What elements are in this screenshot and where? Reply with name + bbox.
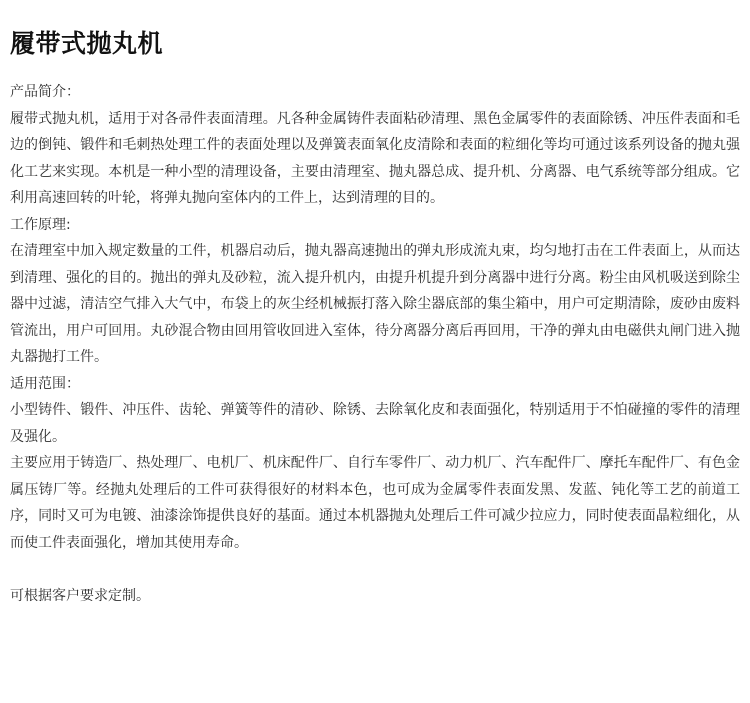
page-title: 履带式抛丸机	[10, 29, 164, 58]
intro-label: 产品简介：	[10, 84, 80, 100]
blank-line	[10, 556, 740, 583]
custom-note: 可根据客户要求定制。	[10, 587, 150, 604]
intro-text: 履带式抛丸机，适用于对各帚件表面清理。凡各种金属铸件表面粘砂清理、黑色金属零件的表面除锈、冲压件表面和毛边的倒钝、锻件和毛刺热处理工件的表面处理以及弹簧表面氧化皮清除和表面的粒细化等均可通过该系列设备的抛丸强化工艺来实现。本机是一种小型的清理设备，主要由清理室、抛丸器总成、提升机、分离器、电气系统等部分组成。它利用高速回转的叶轮，将弹丸抛向室体内的工件上，达到清理的目的。	[10, 110, 740, 206]
scope-text: 小型铸件、锻件、冲压件、齿轮、弹簧等件的清砂、除锈、去除氧化皮和表面强化，特别适用于不怕碰撞的零件的清理及强化。	[10, 402, 740, 445]
principle-label: 工作原理:	[10, 216, 71, 233]
product-description	[10, 79, 740, 609]
principle-text: 在清理室中加入规定数量的工件，机器启动后，抛丸器高速抛出的弹丸形成流丸束，均匀地打击在工件表面上，从而达到清理、强化的目的。抛出的弹丸及砂粒，流入提升机内，由提升机提升到分离器中进行分离。粉尘由风机吸送到除尘器中过滤，清洁空气排入大气中，布袋上的灰尘经机械振打落入除尘器底部的集尘箱中，用户可定期清除，废砂由废料管流出，用户可回用。丸砂混合物由回用管收回进入室体，待分离器分离后再回用，干净的弹丸由电磁供丸闸门进入抛丸器抛打工件。	[10, 243, 740, 365]
application-text: 主要应用于铸造厂、热处理厂、电机厂、机床配件厂、自行车零件厂、动力机厂、汽车配件厂、摩托车配件厂、有色金属压铸厂等。经抛丸处理后的工件可获得很好的材料本色，也可成为金属零件表面发黑、发蓝、钝化等工艺的前道工序，同时又可为电镀、油漆涂饰提供良好的基面。通过本机器抛丸处理后工件可减少拉应力，同时使表面晶粒细化，从而使工件表面强化，增加其使用寿命。	[10, 455, 740, 551]
scope-label: 适用范围：	[10, 375, 80, 392]
